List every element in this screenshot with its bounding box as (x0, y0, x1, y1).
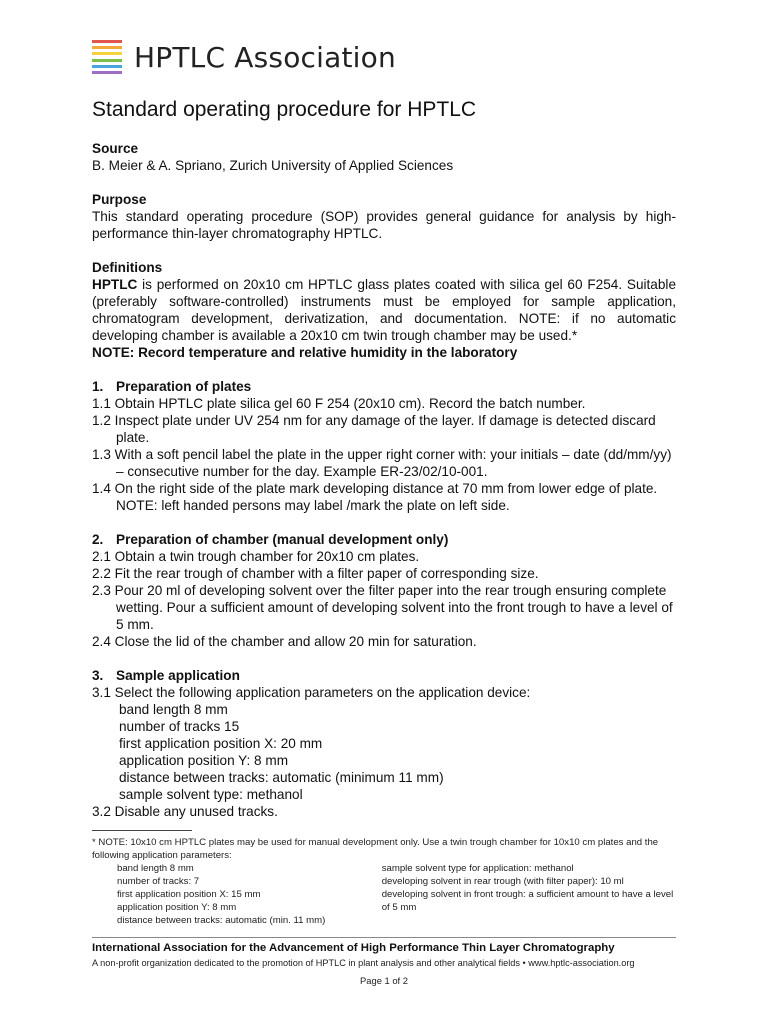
list-item: 1.4 On the right side of the plate mark developing distance at 70 mm from lower edge of plate. NOTE: left handed persons may label /mark the plate on left side. (92, 481, 658, 513)
list-item: 1.3 With a soft pencil label the plate in the upper right corner with: your initials – date (dd/mm/yy) – consecutive number for the day. Example ER-23/02/10-001. (92, 447, 672, 479)
purpose-heading: Purpose (92, 192, 147, 207)
section3-heading (92, 667, 676, 684)
footnote-param: first application position X: 15 mm (117, 889, 261, 900)
footer-tagline: A non-profit organization dedicated to the promotion of HPTLC in plant analysis and other analytical fields • www.hptlc-association.org (92, 958, 635, 968)
section1-heading (92, 378, 676, 395)
parameter-line: number of tracks 15 (119, 719, 240, 734)
footnote-param: band length 8 mm (117, 863, 194, 874)
footnote-param: application position Y: 8 mm (117, 902, 237, 913)
footnote-param: developing solvent in rear trough (with filter paper): 10 ml (381, 876, 624, 887)
definitions-body: is performed on 20x10 cm HPTLC glass plates coated with silica gel 60 F254. Suitable (preferably software-controlled) instruments must be employed for sample application, chromatogram development, derivatization, and documentation. NOTE: if no automatic developing chamber is available a 20x10 cm twin trough chamber may be used.* (92, 277, 676, 343)
source-text: B. Meier & A. Spriano, Zurich University of Applied Sciences (92, 158, 454, 173)
logo-stripe (92, 46, 122, 49)
logo-stripe (92, 40, 122, 43)
list-item: 3.2 Disable any unused tracks. (92, 804, 278, 819)
footnote-col-right (382, 862, 678, 927)
section2-title: Preparation of chamber (manual development only) (116, 532, 449, 547)
list-item: 1.1 Obtain HPTLC plate silica gel 60 F 254 (20x10 cm). Record the batch number. (92, 396, 586, 411)
section2-heading (92, 531, 676, 548)
footnote-columns (92, 862, 678, 927)
footer-organization: International Association for the Advancement of High Performance Thin Layer Chromatography (92, 942, 615, 954)
page-number: Page 1 of 2 (360, 975, 408, 986)
list-item: 2.1 Obtain a twin trough chamber for 20x10 cm plates. (92, 549, 420, 564)
logo-stripe (92, 71, 122, 74)
list-item: 3.1 Select the following application parameters on the application device: (92, 685, 531, 700)
parameter-line: distance between tracks: automatic (minimum 11 mm) (119, 770, 444, 785)
footnote-col-left (92, 862, 382, 927)
list-item: 2.3 Pour 20 ml of developing solvent over the filter paper into the rear trough ensuring complete wetting. Pour a sufficient amount of developing solvent into the front trough to have a level of 5 mm. (92, 583, 673, 632)
footnote-intro: * NOTE: 10x10 cm HPTLC plates may be used for manual development only. Use a twin trough chamber for 10x10 cm plates and the following application parameters: (92, 837, 659, 861)
document-body (92, 140, 676, 820)
definitions-bold-lead: HPTLC (92, 277, 138, 292)
definitions-note: NOTE: Record temperature and relative humidity in the laboratory (92, 345, 518, 360)
hptlc-logo (92, 40, 396, 74)
parameter-line: sample solvent type: methanol (119, 787, 303, 802)
source-heading: Source (92, 141, 139, 156)
section3-number: 3. (92, 668, 104, 683)
logo-stripes-icon (92, 40, 122, 74)
footnote-param: number of tracks: 7 (117, 876, 200, 887)
footnote (92, 836, 678, 927)
list-item: 2.2 Fit the rear trough of chamber with a filter paper of corresponding size. (92, 566, 539, 581)
logo-stripe (92, 59, 122, 62)
definitions-heading: Definitions (92, 260, 163, 275)
list-item: 1.2 Inspect plate under UV 254 nm for any damage of the layer. If damage is detected discard plate. (92, 413, 656, 445)
parameter-line: first application position X: 20 mm (119, 736, 323, 751)
section1-title: Preparation of plates (116, 379, 252, 394)
footnote-divider (92, 830, 192, 831)
section3-title: Sample application (116, 668, 240, 683)
section1-number: 1. (92, 379, 104, 394)
footer-divider (92, 937, 676, 938)
footnote-param: sample solvent type for application: methanol (381, 863, 574, 874)
list-item: 2.4 Close the lid of the chamber and allow 20 min for saturation. (92, 634, 477, 649)
parameter-line: band length 8 mm (119, 702, 228, 717)
footnote-param: distance between tracks: automatic (min. 11 mm) (117, 915, 326, 926)
parameter-line: application position Y: 8 mm (119, 753, 289, 768)
purpose-text: This standard operating procedure (SOP) provides general guidance for analysis by high-performance thin-layer chromatography HPTLC. (92, 209, 676, 241)
footnote-param: developing solvent in front trough: a sufficient amount to have a level of 5 mm (381, 889, 674, 913)
logo-stripe (92, 52, 122, 55)
page-title: Standard operating procedure for HPTLC (92, 98, 477, 121)
definitions-text (92, 276, 676, 344)
section2-number: 2. (92, 532, 104, 547)
logo-stripe (92, 65, 122, 68)
logo-text: HPTLC Association (134, 40, 396, 74)
